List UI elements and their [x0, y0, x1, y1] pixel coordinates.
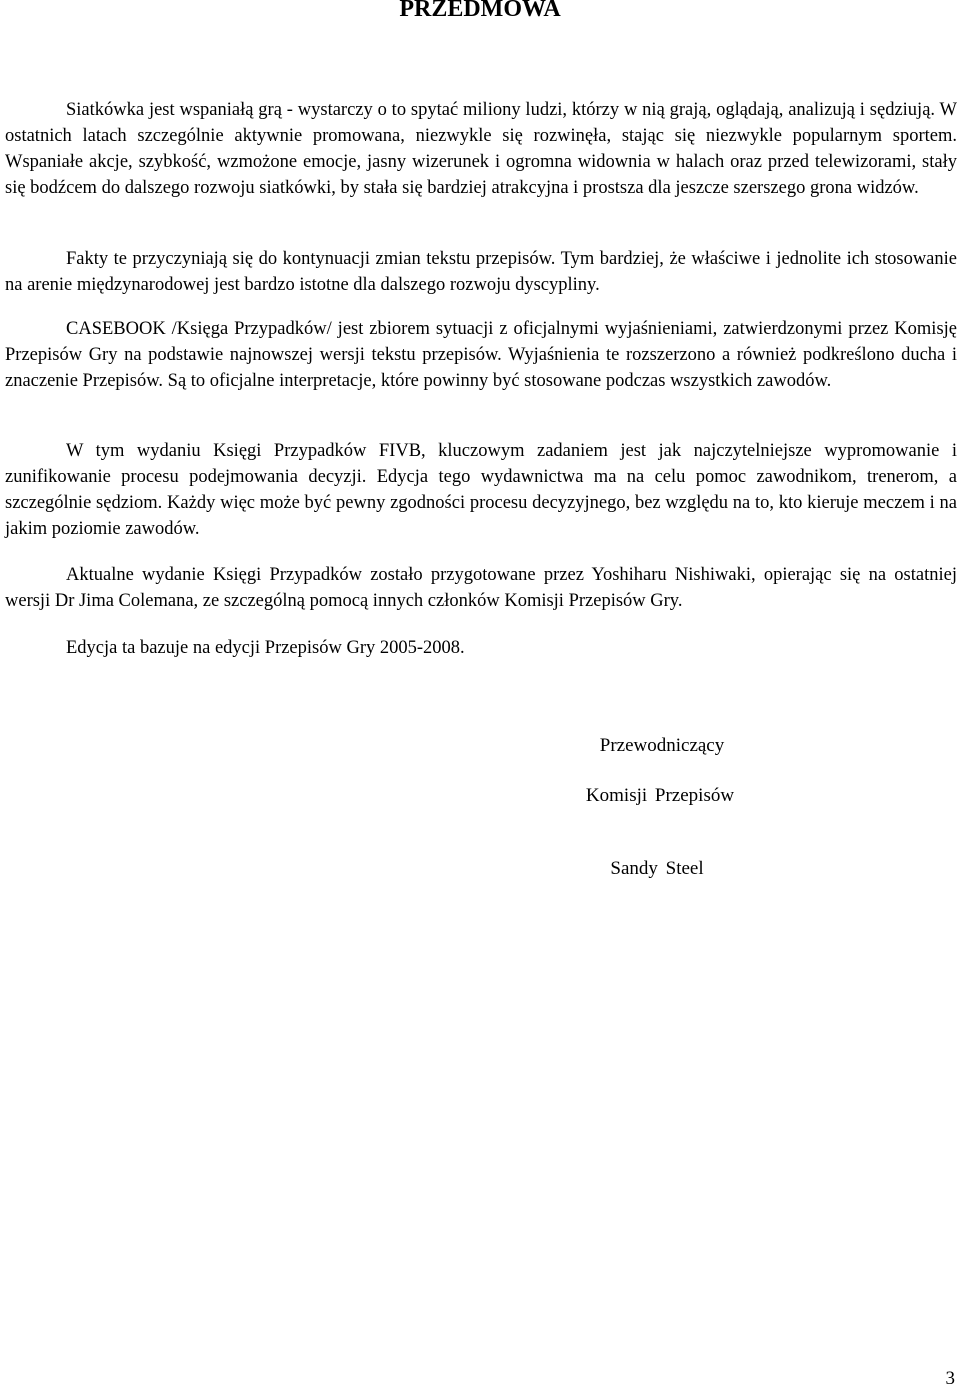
page-title: PRZEDMOWA — [399, 0, 561, 22]
paragraph-4: W tym wydaniu Księgi Przypadków FIVB, kluczowym zadaniem jest jak najczytelniejsze wypromowanie i zunifikowanie procesu podejmowania decyzji. Edycja tego wydawnictwa ma na celu pomoc zawodnikom, trenerom, a szczególnie sędziom. Każdy więc może być pewny zgodności procesu decyzyjnego, bez względu na to, kto kieruje meczem i na jakim poziomie zawodów. — [5, 441, 957, 539]
paragraph-6: Edycja ta bazuje na edycji Przepisów Gry 2005-2008. — [66, 638, 465, 658]
paragraph-2: Fakty te przyczyniają się do kontynuacji zmian tekstu przepisów. Tym bardziej, że właściwe i jednolite ich stosowanie na arenie międzynarodowej jest bardzo istotne dla dalszego rozwoju dyscypliny. — [5, 249, 957, 295]
paragraph-5: Aktualne wydanie Księgi Przypadków zostało przygotowane przez Yoshiharu Nishiwaki, opierając się na ostatniej wersji Dr Jima Colemana, ze szczególną pomocą innych członków Komisji Przepisów Gry. — [5, 565, 957, 611]
signature-name: Sandy Steel — [610, 858, 704, 879]
signature-title: Przewodniczący — [599, 735, 725, 756]
signature-committee: Komisji Przepisów — [585, 785, 735, 806]
paragraph-1: Siatkówka jest wspaniałą grą - wystarczy o to spytać miliony ludzi, którzy w nią grają, oglądają, analizują i sędziują. W ostatnich latach szczególnie aktywnie promowana, niezwykle się rozwinęła, stając się niezwykle popularnym sportem. Wspaniałe akcje, szybkość, wzmożone emocje, jasny wizerunek i ogromna widownia w halach oraz przed telewizorami, stały się bodźcem do dalszego rozwoju siatkówki, by stała się bardziej atrakcyjna i prostsza dla jeszcze szerszego grona widzów. — [5, 100, 957, 198]
page-number: 3 — [945, 1368, 955, 1389]
paragraph-3: CASEBOOK /Księga Przypadków/ jest zbiorem sytuacji z oficjalnymi wyjaśnieniami, zatwierdzonymi przez Komisję Przepisów Gry na podstawie najnowszej wersji tekstu przepisów. Wyjaśnienia te rozszerzono a również podkreślono ducha i znaczenie Przepisów. Są to oficjalne interpretacje, które powinny być stosowane podczas wszystkich zawodów. — [5, 319, 957, 391]
